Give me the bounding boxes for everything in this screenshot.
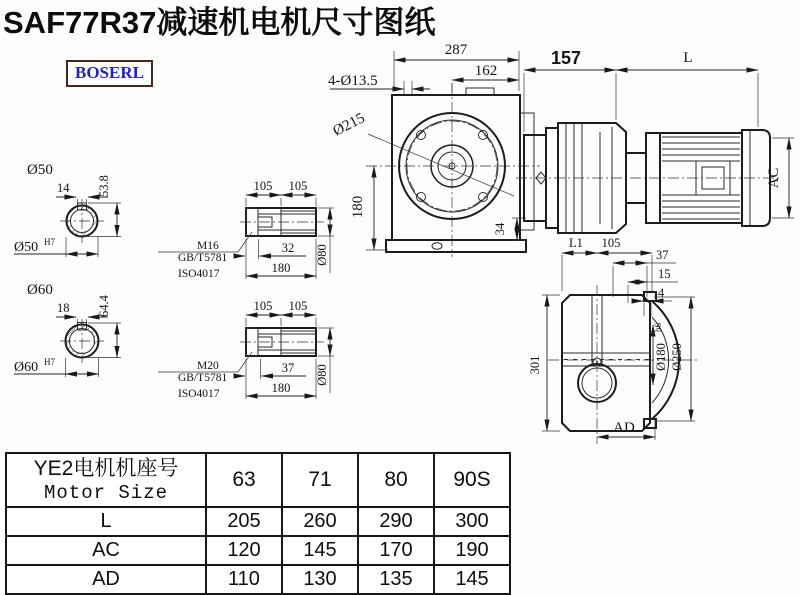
dim-key60-height: 64.4 [97, 295, 111, 317]
shaft-section-60 [14, 282, 121, 377]
dim-screw-depth-m16: 32 [281, 241, 295, 255]
std-gbt-m20: GB/T5781 [178, 372, 228, 384]
cell-l-63: 205 [206, 507, 282, 536]
dim-adapter-length: 157 [550, 48, 582, 68]
dim-key50-width: 14 [57, 181, 70, 195]
dim-shaft-length-m16: 180 [271, 261, 291, 275]
cell-ac-80: 170 [358, 536, 434, 565]
row-label-l: L [6, 507, 206, 536]
table-col-71: 71 [282, 453, 358, 507]
cell-ac-71: 145 [282, 536, 358, 565]
bore60-label: Ø60 [14, 360, 39, 375]
table-row [6, 565, 510, 594]
dim-housing-height: 301 [528, 355, 542, 375]
dim-l1: L1 [569, 236, 583, 250]
std-iso-m20: ISO4017 [178, 388, 220, 400]
hollow-shaft-detail-m20 [158, 299, 334, 400]
dim-key50-height: 53.8 [97, 175, 111, 197]
dim-flange-offset-side: 105 [601, 236, 621, 250]
dim-screw-depth-m20: 37 [281, 361, 295, 375]
table-col-80: 80 [358, 453, 434, 507]
cell-ad-80: 135 [358, 565, 434, 594]
cell-ad-90s: 145 [434, 565, 510, 594]
motor-view [516, 48, 794, 233]
shaft-section-50 [14, 162, 121, 257]
table-header-cn: YE2电机机座号 [33, 456, 179, 480]
table-col-63: 63 [206, 453, 282, 507]
table-col-90s: 90S [434, 453, 510, 507]
cell-ad-71: 130 [282, 565, 358, 594]
cell-ad-63: 110 [206, 565, 282, 594]
dim-key60-width: 18 [57, 301, 70, 315]
dimension-drawing [0, 35, 800, 447]
dim-foot-height: 34 [493, 222, 507, 236]
dim-ad: AD [613, 420, 635, 436]
dim-motor-diameter: AC [766, 167, 782, 189]
row-label-ac: AC [6, 536, 206, 565]
shaft50-title: Ø50 [27, 162, 53, 178]
dim-seg1: 105 [253, 299, 273, 313]
bore60-tolerance: H7 [44, 357, 55, 367]
dim-spigot-tolerance: h6 [653, 323, 663, 332]
dim-flange-thickness: 37 [656, 248, 669, 262]
dim-flange-offset: 162 [474, 63, 498, 79]
dim-front-width: 287 [444, 42, 468, 58]
dim-seg1: 105 [253, 179, 273, 193]
shaft60-title: Ø60 [27, 282, 53, 298]
row-label-ad: AD [6, 565, 206, 594]
cell-l-71: 260 [282, 507, 358, 536]
dim-shaft-dia-m16: Ø80 [315, 244, 329, 266]
dim-flange-gap: 4 [658, 286, 665, 300]
dim-flange-od: Ø250 [670, 343, 684, 371]
dim-shaft-dia-m20: Ø80 [315, 364, 329, 386]
page-title: SAF77R37减速机电机尺寸图纸 [3, 5, 436, 40]
std-iso-m16: ISO4017 [178, 268, 220, 280]
cell-l-80: 290 [358, 507, 434, 536]
brand-logo-text: BOSERL [75, 63, 144, 82]
front-view [328, 42, 540, 257]
dim-seg2: 105 [288, 299, 308, 313]
table-header-label [6, 453, 206, 507]
table-header-en: Motor Size [43, 481, 169, 504]
table-header-row [6, 453, 510, 507]
dim-seg2: 105 [288, 179, 308, 193]
dim-mounting-holes: 4-Ø13.5 [328, 73, 378, 89]
bore50-label: Ø50 [14, 240, 39, 255]
bore50-tolerance: H7 [44, 237, 55, 247]
cell-l-90s: 300 [434, 507, 510, 536]
dim-flange-step: 15 [658, 267, 671, 281]
side-view [528, 236, 700, 444]
table-row [6, 536, 510, 565]
dim-flange-diameter: Ø215 [330, 110, 368, 140]
bolt-m16: M16 [197, 240, 219, 252]
motor-size-table [5, 452, 511, 595]
table-row [6, 507, 510, 536]
std-gbt-m16: GB/T5781 [178, 252, 228, 264]
dim-shaft-length-m20: 180 [271, 381, 291, 395]
bolt-m20: M20 [197, 360, 219, 372]
dim-motor-length: L [683, 50, 693, 66]
cell-ac-63: 120 [206, 536, 282, 565]
hollow-shaft-detail-m16 [158, 179, 334, 280]
dim-spigot-dia: Ø180 [654, 343, 668, 371]
dim-center-height: 180 [350, 195, 366, 219]
cell-ac-90s: 190 [434, 536, 510, 565]
